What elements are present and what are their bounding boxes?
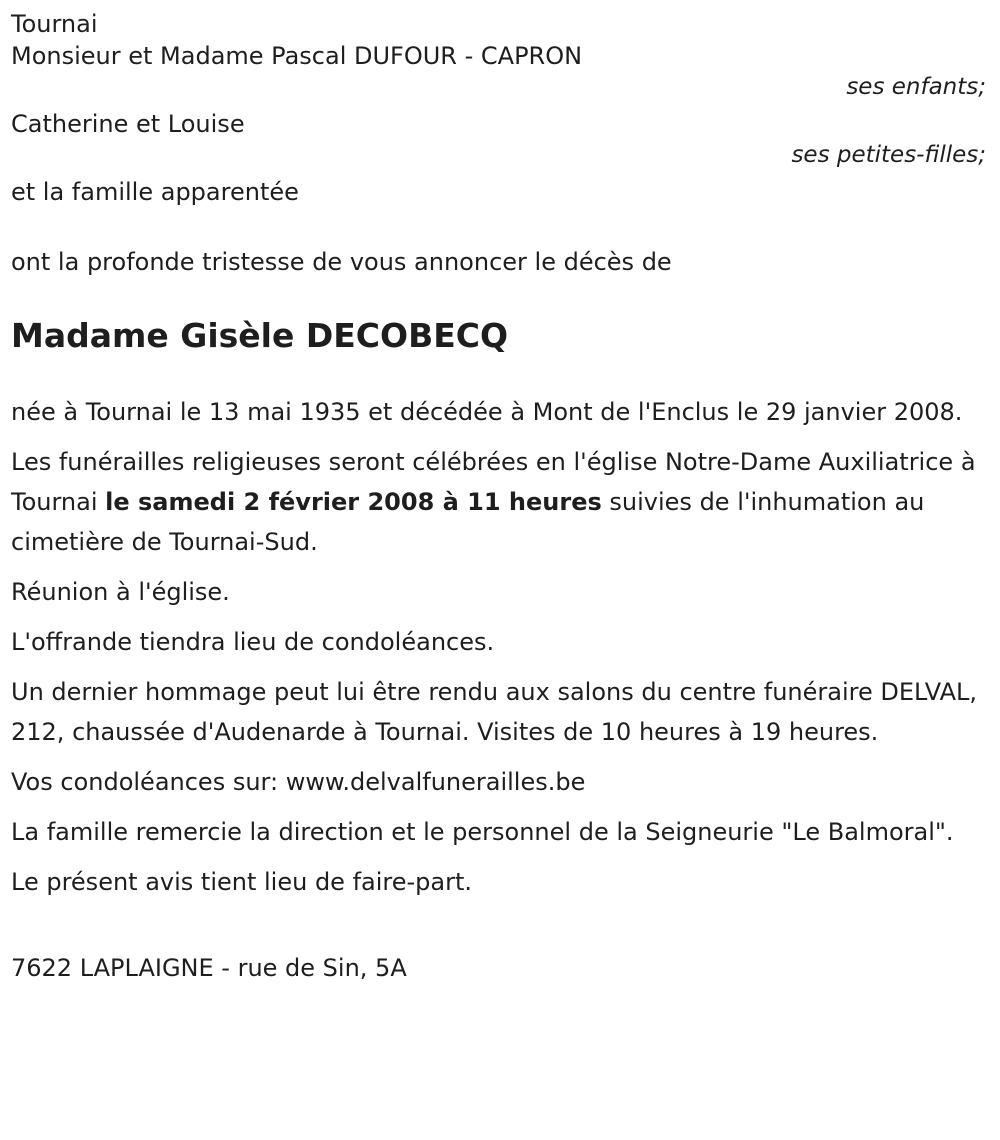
obituary-notice [11, 8, 986, 984]
birth-death-info: née à Tournai le 13 mai 1935 et décédée à Mont de l'Enclus le 29 janvier 2008. [11, 398, 963, 426]
deceased-name: Madame Gisèle DECOBECQ [11, 316, 509, 355]
condolences-info: Vos condoléances sur: www.delvalfunerailles.be [11, 768, 586, 796]
notice-info: Le présent avis tient lieu de faire-part. [11, 868, 473, 896]
funeral-info [11, 442, 986, 562]
grandchildren-role: ses petites-filles; [791, 142, 986, 168]
children-role: ses enfants; [846, 74, 986, 100]
grandchildren-names: Catherine et Louise [11, 110, 245, 138]
extended-family: et la famille apparentée [11, 178, 299, 206]
family-address: 7622 LAPLAIGNE - rue de Sin, 5A [11, 954, 407, 982]
funeral-date-time: le samedi 2 février 2008 à 11 heures [105, 488, 602, 516]
funeral-text-end: suivies de l'inhumation au cimetière de Tournai-Sud. [11, 488, 925, 556]
tribute-info: Un dernier hommage peut lui être rendu aux salons du centre funéraire DELVAL, 212, chaussée d'Audenarde à Tournai. Visites de 10 heures à 19 heures. [11, 678, 978, 746]
announcement: ont la profonde tristesse de vous annoncer le décès de [11, 248, 672, 276]
meeting-info: Réunion à l'église. [11, 578, 230, 606]
funeral-text-start: Les funérailles religieuses seront célébrées en l'église Notre-Dame Auxiliatrice à Tournai [11, 448, 976, 516]
offering-info: L'offrande tiendra lieu de condoléances. [11, 628, 495, 656]
children-names: Monsieur et Madame Pascal DUFOUR - CAPRON [11, 42, 583, 70]
thanks-info: La famille remercie la direction et le personnel de la Seigneurie "Le Balmoral". [11, 818, 954, 846]
city: Tournai [11, 10, 98, 38]
